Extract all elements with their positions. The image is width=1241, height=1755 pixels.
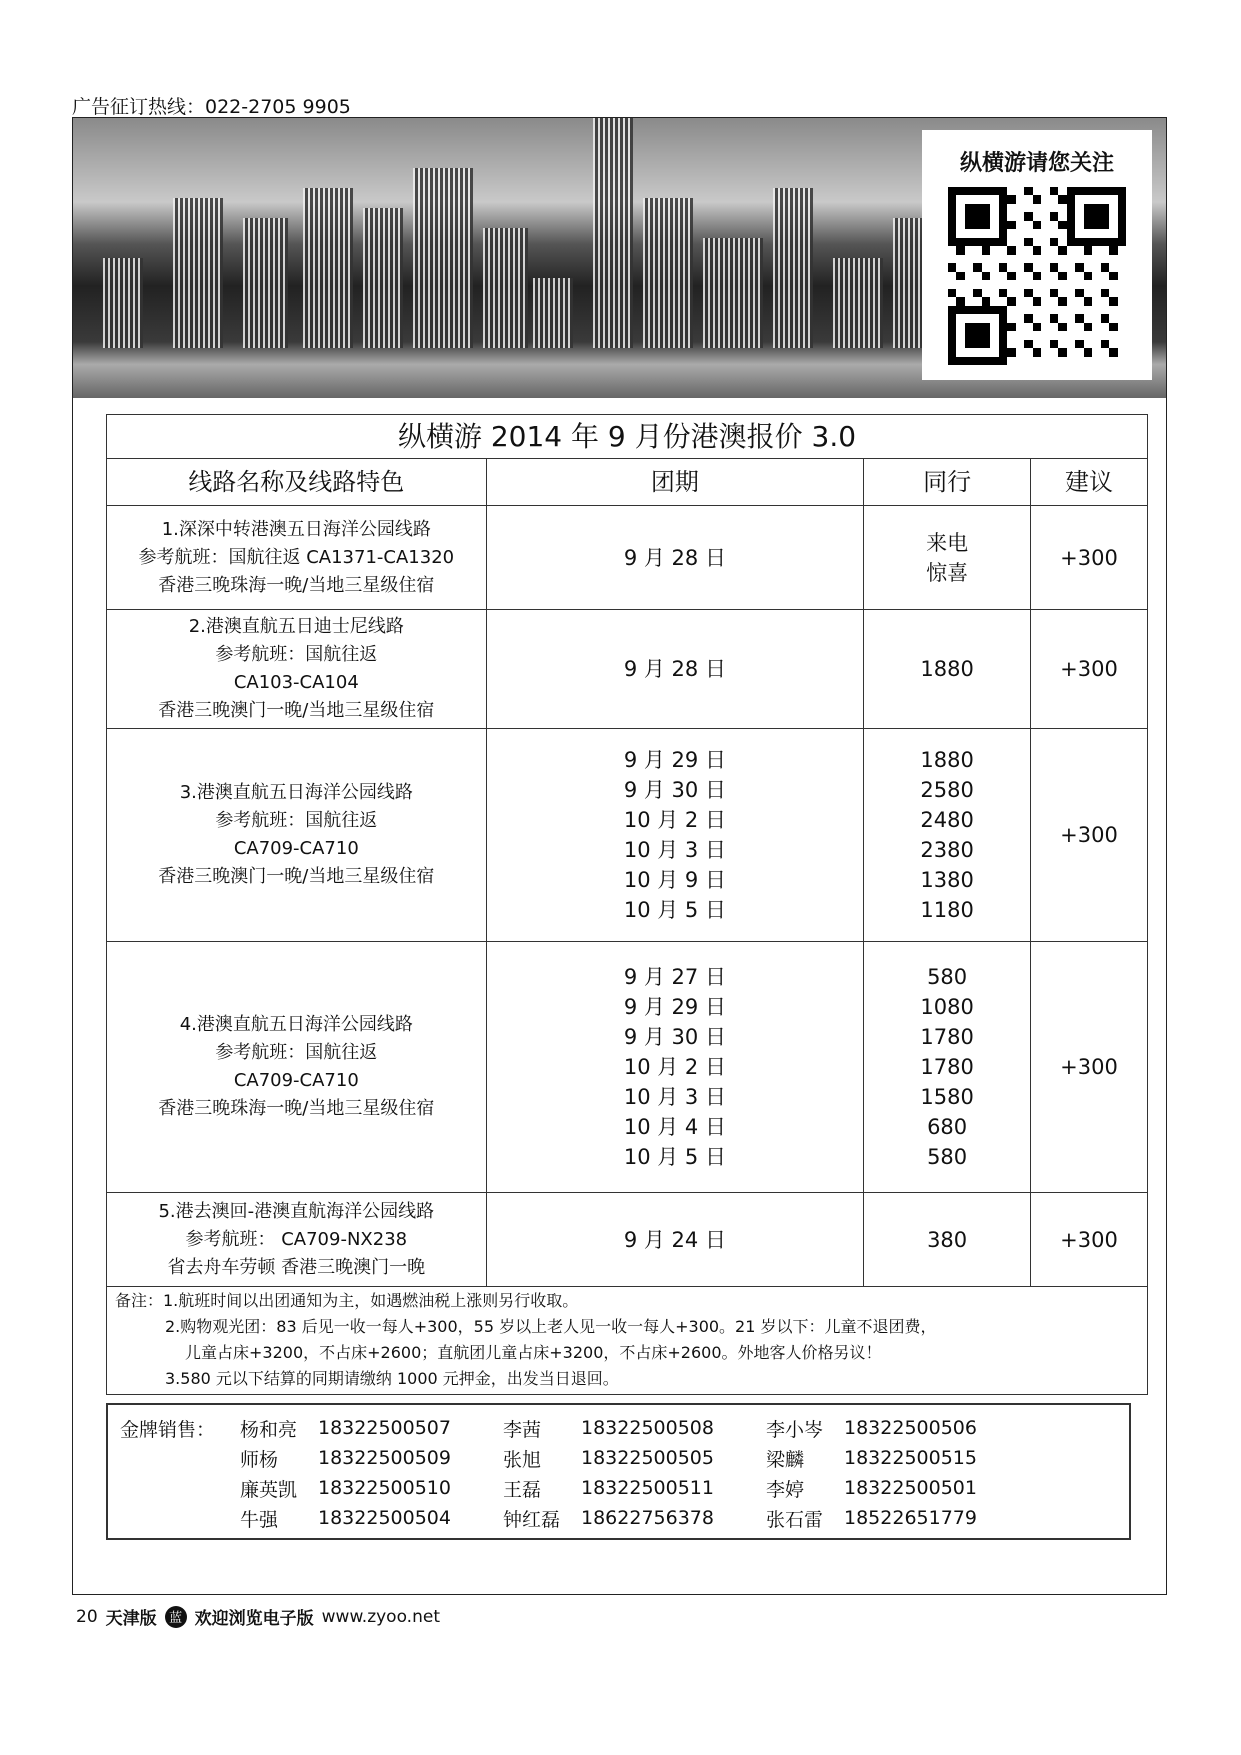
sales-row bbox=[120, 1443, 1117, 1473]
dates-cell bbox=[486, 506, 864, 610]
sales-phone: 18322500511 bbox=[581, 1477, 714, 1499]
header-suggest: 建议 bbox=[1031, 459, 1148, 506]
building bbox=[303, 188, 353, 348]
ad-hotline: 广告征订热线：022-2705 9905 bbox=[72, 96, 351, 118]
price-cell-line: 1580 bbox=[920, 1085, 974, 1109]
building bbox=[533, 278, 573, 348]
dates-cell-line: 9 月 28 日 bbox=[623, 545, 726, 570]
price-cell-line: 1780 bbox=[920, 1025, 974, 1049]
suggest-cell: +300 bbox=[1031, 729, 1148, 942]
note-line: 备注：1.航班时间以出团通知为主，如遇燃油税上涨则另行收取。 bbox=[115, 1291, 579, 1310]
route-cell bbox=[107, 610, 487, 729]
sales-phone: 18322500515 bbox=[844, 1447, 977, 1469]
sales-name: 李茜 bbox=[503, 1418, 542, 1441]
sales-phone: 18522651779 bbox=[844, 1507, 977, 1529]
route-cell-line: 3.港澳直航五日海洋公园线路 bbox=[179, 782, 413, 803]
table-row bbox=[107, 610, 1148, 729]
price-cell-line: 惊喜 bbox=[926, 560, 969, 585]
note-line: 3.580 元以下结算的同期请缴纳 1000 元押金，出发当日退回。 bbox=[165, 1369, 619, 1388]
building bbox=[173, 198, 223, 348]
table-row bbox=[107, 1193, 1148, 1287]
price-table bbox=[106, 414, 1148, 1287]
dates-cell-line: 10 月 3 日 bbox=[623, 1085, 726, 1109]
route-cell-line: 参考航班： CA709-NX238 bbox=[185, 1228, 408, 1250]
sales-phone: 18622756378 bbox=[581, 1507, 714, 1529]
building bbox=[833, 258, 883, 348]
sales-name: 王磊 bbox=[503, 1478, 542, 1501]
route-cell bbox=[107, 729, 487, 942]
dates-cell-line: 10 月 2 日 bbox=[623, 1055, 726, 1079]
route-cell-line: 参考航班：国航往返 bbox=[215, 644, 378, 665]
price-cell bbox=[864, 729, 1031, 942]
route-cell-line: 参考航班：国航往返 bbox=[215, 810, 378, 831]
sales-row bbox=[120, 1473, 1117, 1503]
price-cell bbox=[864, 942, 1031, 1193]
dates-cell-line: 10 月 3 日 bbox=[623, 838, 726, 862]
sales-contacts bbox=[106, 1403, 1131, 1540]
sales-phone: 18322500509 bbox=[318, 1447, 451, 1469]
footer bbox=[76, 1604, 440, 1629]
suggest-cell: +300 bbox=[1031, 942, 1148, 1193]
building bbox=[703, 238, 763, 348]
route-cell-line: 4.港澳直航五日海洋公园线路 bbox=[179, 1014, 413, 1035]
price-cell-line: 2580 bbox=[920, 778, 974, 802]
sales-name: 钟红磊 bbox=[503, 1508, 561, 1531]
dates-cell-line: 9 月 29 日 bbox=[623, 995, 726, 1019]
sales-phone: 18322500507 bbox=[318, 1417, 451, 1439]
price-cell-line: 680 bbox=[927, 1115, 968, 1139]
sales-name: 张石雷 bbox=[766, 1508, 824, 1531]
route-cell-line: 香港三晚澳门一晚/当地三星级住宿 bbox=[158, 700, 435, 721]
sales-phone: 18322500504 bbox=[318, 1507, 451, 1529]
building bbox=[363, 208, 403, 348]
route-cell-line: 省去舟车劳顿 香港三晚澳门一晚 bbox=[167, 1256, 426, 1278]
sales-name: 李婷 bbox=[766, 1478, 805, 1501]
dates-cell-line: 10 月 5 日 bbox=[623, 1145, 726, 1169]
route-cell-line: CA103-CA104 bbox=[233, 672, 359, 693]
header-peer-price: 同行 bbox=[864, 459, 1031, 506]
price-cell bbox=[864, 506, 1031, 610]
qr-code-panel bbox=[922, 130, 1152, 380]
sales-row bbox=[120, 1413, 1117, 1443]
welcome-text: 欢迎浏览电子版 bbox=[194, 1609, 314, 1629]
table-row bbox=[107, 942, 1148, 1193]
dates-cell bbox=[486, 1193, 864, 1287]
dates-cell-line: 9 月 30 日 bbox=[623, 1025, 726, 1049]
price-cell-line: 580 bbox=[927, 965, 968, 989]
route-cell bbox=[107, 1193, 487, 1287]
suggest-cell: +300 bbox=[1031, 610, 1148, 729]
dates-cell-line: 10 月 2 日 bbox=[623, 808, 726, 832]
site-url[interactable]: www.zyoo.net bbox=[321, 1606, 440, 1627]
table-row bbox=[107, 729, 1148, 942]
route-cell-line: CA709-CA710 bbox=[233, 838, 359, 859]
price-cell-line: 来电 bbox=[926, 530, 969, 555]
building bbox=[413, 168, 473, 348]
building bbox=[243, 218, 288, 348]
header-route: 线路名称及线路特色 bbox=[107, 459, 487, 506]
building bbox=[643, 198, 693, 348]
route-cell-line: 参考航班：国航往返 CA1371-CA1320 bbox=[138, 546, 455, 568]
edition: 天津版 bbox=[105, 1609, 157, 1629]
route-cell-line: 香港三晚珠海一晚/当地三星级住宿 bbox=[158, 574, 435, 596]
table-row bbox=[107, 506, 1148, 610]
sales-phone: 18322500508 bbox=[581, 1417, 714, 1439]
dates-cell bbox=[486, 729, 864, 942]
building bbox=[103, 258, 143, 348]
price-cell-line: 1880 bbox=[920, 748, 974, 772]
sales-row bbox=[120, 1503, 1117, 1533]
dates-cell-line: 9 月 30 日 bbox=[623, 778, 726, 802]
suggest-cell: +300 bbox=[1031, 1193, 1148, 1287]
qr-code-icon bbox=[948, 187, 1126, 365]
dates-cell-line: 9 月 28 日 bbox=[623, 657, 726, 681]
badge-icon: 蓝 bbox=[165, 1606, 187, 1628]
sales-label: 金牌销售： bbox=[120, 1418, 216, 1441]
notes bbox=[106, 1286, 1148, 1395]
route-cell-line: 香港三晚澳门一晚/当地三星级住宿 bbox=[158, 866, 435, 887]
sales-phone: 18322500501 bbox=[844, 1477, 977, 1499]
route-cell-line: CA709-CA710 bbox=[233, 1070, 359, 1091]
header-dates: 团期 bbox=[486, 459, 864, 506]
price-cell-line: 580 bbox=[927, 1145, 968, 1169]
price-cell bbox=[864, 1193, 1031, 1287]
dates-cell-line: 9 月 29 日 bbox=[623, 748, 726, 772]
route-cell bbox=[107, 506, 487, 610]
dates-cell-line: 10 月 4 日 bbox=[623, 1115, 726, 1139]
price-cell-line: 1880 bbox=[920, 657, 974, 681]
hong-kong-skyline-photo bbox=[73, 118, 1166, 398]
building bbox=[773, 188, 813, 348]
sales-name: 杨和亮 bbox=[240, 1418, 298, 1441]
price-cell-line: 2380 bbox=[920, 838, 974, 862]
note-line: 儿童占床+3200，不占床+2600；直航团儿童占床+3200，不占床+2600。外地客人价格另议！ bbox=[185, 1343, 882, 1362]
sales-name: 李小岑 bbox=[766, 1418, 824, 1441]
sales-phone: 18322500506 bbox=[844, 1417, 977, 1439]
dates-cell-line: 10 月 5 日 bbox=[623, 898, 726, 922]
route-cell bbox=[107, 942, 487, 1193]
route-cell-line: 1.深深中转港澳五日海洋公园线路 bbox=[161, 518, 431, 540]
route-cell-line: 5.港去澳回-港澳直航海洋公园线路 bbox=[158, 1200, 435, 1222]
sales-name: 牛强 bbox=[240, 1508, 279, 1531]
sales-name: 张旭 bbox=[503, 1448, 542, 1471]
sales-phone: 18322500510 bbox=[318, 1477, 451, 1499]
price-cell-line: 380 bbox=[927, 1227, 968, 1252]
price-cell bbox=[864, 610, 1031, 729]
qr-title: 纵横游请您关注 bbox=[959, 151, 1114, 176]
note-line: 2.购物观光团：83 后见一收一每人+300，55 岁以上老人见一收一每人+300。21 岁以下：儿童不退团费， bbox=[165, 1317, 937, 1336]
route-cell-line: 参考航班：国航往返 bbox=[215, 1042, 378, 1063]
building bbox=[483, 228, 528, 348]
dates-cell-line: 10 月 9 日 bbox=[623, 868, 726, 892]
dates-cell-line: 9 月 27 日 bbox=[623, 965, 726, 989]
dates-cell bbox=[486, 610, 864, 729]
table-title: 纵横游 2014 年 9 月份港澳报价 3.0 bbox=[107, 415, 1148, 459]
sales-phone: 18322500505 bbox=[581, 1447, 714, 1469]
sales-name: 师杨 bbox=[240, 1448, 279, 1471]
sales-name: 廉英凯 bbox=[240, 1478, 298, 1501]
price-cell-line: 1080 bbox=[920, 995, 974, 1019]
page-number: 20 bbox=[76, 1606, 98, 1627]
price-cell-line: 1780 bbox=[920, 1055, 974, 1079]
suggest-cell: +300 bbox=[1031, 506, 1148, 610]
route-cell-line: 香港三晚珠海一晚/当地三星级住宿 bbox=[158, 1098, 435, 1119]
price-cell-line: 2480 bbox=[920, 808, 974, 832]
dates-cell bbox=[486, 942, 864, 1193]
price-cell-line: 1180 bbox=[920, 898, 974, 922]
price-cell-line: 1380 bbox=[920, 868, 974, 892]
sales-name: 梁麟 bbox=[766, 1448, 805, 1471]
route-cell-line: 2.港澳直航五日迪士尼线路 bbox=[188, 616, 404, 637]
dates-cell-line: 9 月 24 日 bbox=[623, 1227, 726, 1252]
building bbox=[593, 118, 633, 348]
